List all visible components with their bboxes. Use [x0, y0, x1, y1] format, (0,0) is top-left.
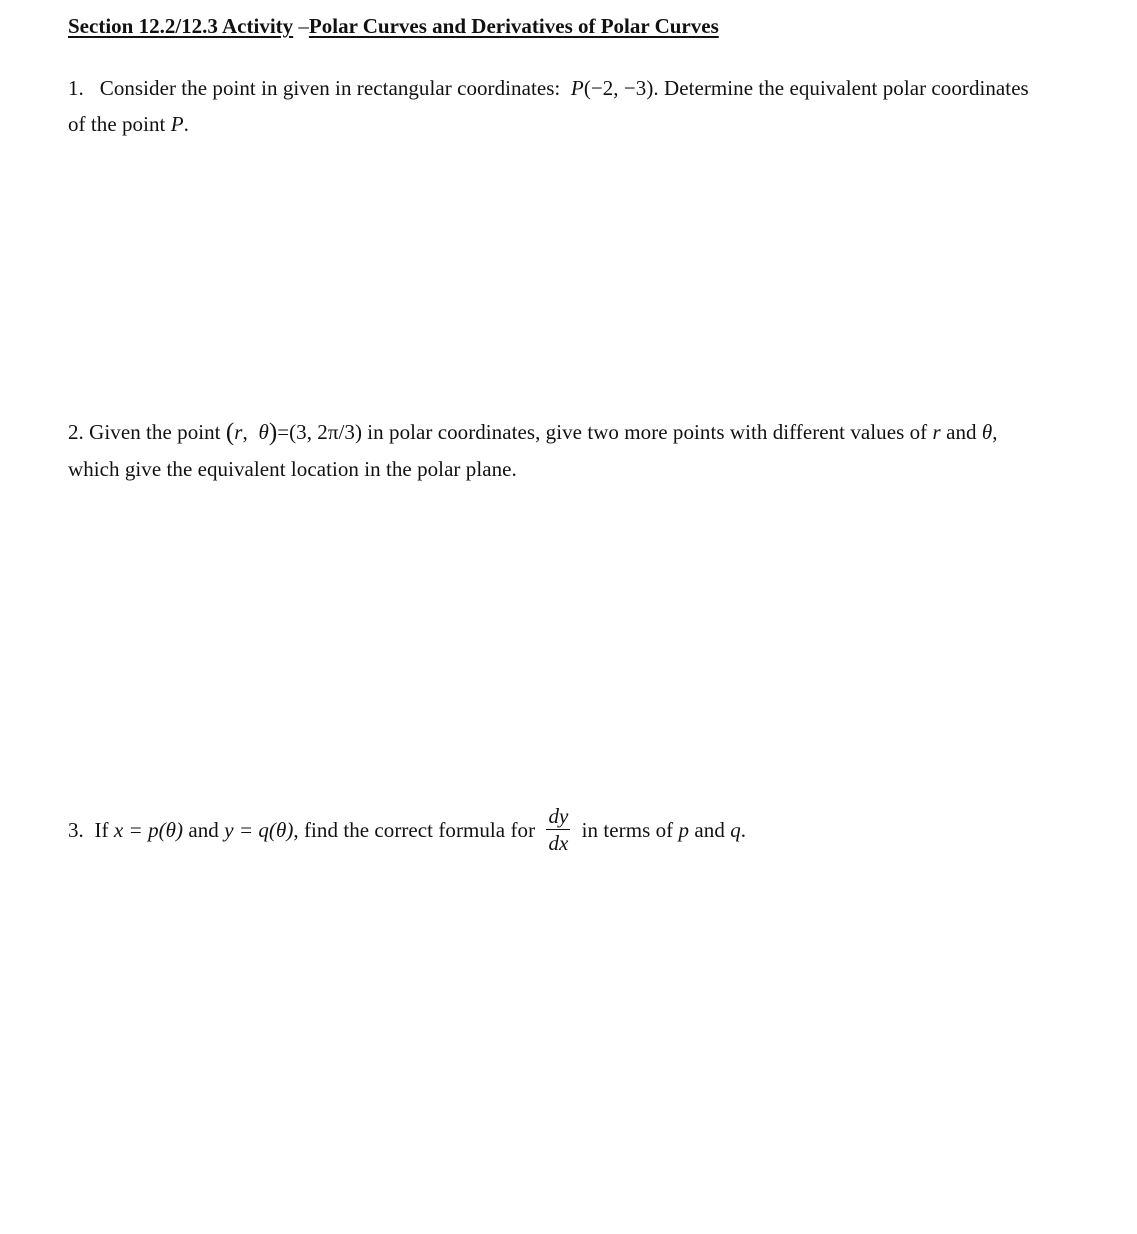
- question-1-line-2: [68, 112, 189, 137]
- fraction-numerator: dy: [548, 804, 569, 828]
- var-theta-2: θ: [981, 420, 993, 444]
- and-word-q3: and: [188, 817, 219, 842]
- question-3-line-1: [68, 804, 747, 856]
- question-1-text-c: of the point: [68, 112, 166, 136]
- x-equation: x = p(θ): [113, 817, 184, 842]
- question-1-text-b: . Determine the equivalent polar coordinates: [653, 76, 1029, 100]
- fraction-denominator: dx: [548, 831, 569, 855]
- question-3-text-b: , find the correct formula for: [293, 817, 536, 842]
- title-dash: –: [293, 14, 309, 38]
- question-1-period: .: [183, 112, 189, 136]
- question-3-text-a: If: [94, 817, 109, 842]
- var-p: p: [678, 817, 690, 842]
- dy-dx-fraction: [546, 806, 570, 854]
- question-2-line-2: [68, 457, 517, 482]
- and-word-q3-2: and: [694, 817, 725, 842]
- question-1-line-1: [68, 76, 1029, 101]
- y-equation: y = q(θ): [224, 817, 294, 842]
- var-theta: θ: [258, 420, 269, 444]
- question-2-number: 2.: [68, 420, 84, 444]
- trailing-comma: ,: [992, 420, 998, 444]
- point-coords: (−2, −3): [583, 76, 654, 100]
- and-word: and: [946, 420, 977, 444]
- question-3-text-c: in terms of: [581, 817, 674, 842]
- topic-label: Polar Curves and Derivatives of Polar Curves: [308, 14, 719, 38]
- polar-point-value: (3, 2π/3): [289, 420, 362, 444]
- question-1-number: 1.: [68, 76, 84, 100]
- section-label: Section 12.2/12.3 Activity: [68, 14, 294, 38]
- page-title: [68, 14, 719, 39]
- var-q: q: [730, 817, 741, 842]
- question-2-text-a: Given the point: [89, 420, 221, 444]
- var-r: r: [234, 420, 243, 444]
- equals-sign: =: [277, 420, 290, 444]
- question-3-number: 3.: [68, 817, 84, 842]
- close-paren: ): [268, 419, 278, 446]
- question-2-text-c: which give the equivalent location in the polar plane.: [68, 457, 517, 481]
- var-r-2: r: [932, 420, 941, 444]
- coord-comma: ,: [242, 420, 248, 444]
- point-name: P: [570, 76, 584, 100]
- point-ref: P: [170, 112, 184, 136]
- question-2-text-b: in polar coordinates, give two more points with different values of: [367, 420, 928, 444]
- question-3-period: .: [740, 817, 747, 842]
- question-2-line-1: [68, 419, 998, 447]
- question-1-text-a: Consider the point in given in rectangular coordinates:: [99, 76, 561, 100]
- open-paren: (: [225, 419, 235, 446]
